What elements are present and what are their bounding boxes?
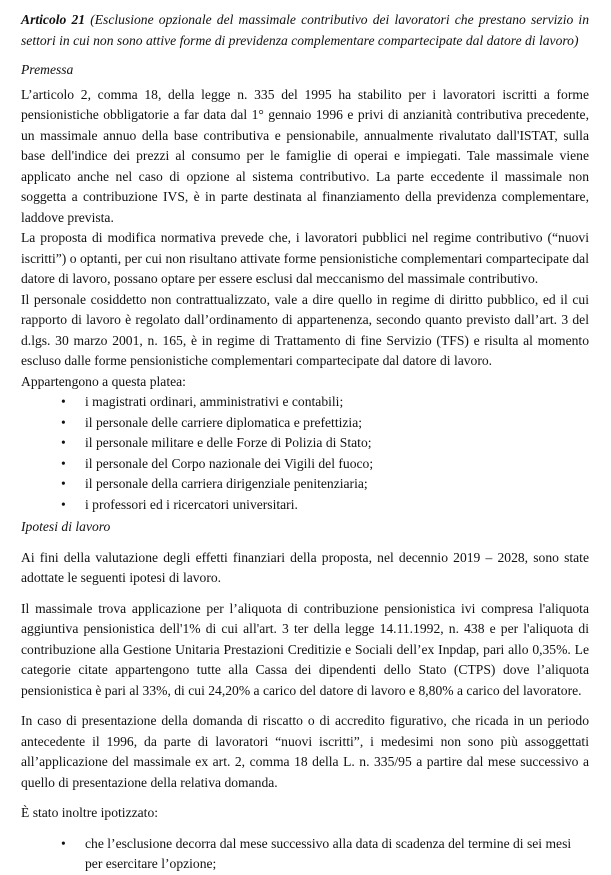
list-item: • il personale del Corpo nazionale dei Vigili del fuoco; xyxy=(61,454,589,475)
premessa-paragraph-2: La proposta di modifica normativa prevede che, i lavoratori pubblici nel regime contributivo (“nuovi iscritti”) o optanti, per cui non risultano attivate forme pensionistiche complementari compartecipate dal datore di lavoro, possano optare per essere esclusi dal meccanismo del massimale contributivo. xyxy=(21,230,589,286)
bullet-icon: • xyxy=(61,835,66,851)
bullet-icon: • xyxy=(61,394,66,409)
article-heading xyxy=(21,10,589,51)
list-item: • i magistrati ordinari, amministrativi e contabili; xyxy=(61,392,589,413)
bullet-icon: • xyxy=(61,435,66,450)
ipotesi-paragraph-1: Ai fini della valutazione degli effetti finanziari della proposta, nel decennio 2019 – 2028, sono state adottate le seguenti ipotesi di lavoro. xyxy=(21,549,589,585)
list-item: • i professori ed i ricercatori universitari. xyxy=(61,495,589,516)
bullet-icon: • xyxy=(61,496,66,512)
categories-list xyxy=(21,392,589,515)
ipotesi-paragraph-4: È stato inoltre ipotizzato: xyxy=(21,805,159,820)
ipotesi-title: Ipotesi di lavoro xyxy=(21,519,111,534)
list-item: • il personale delle carriere diplomatica e prefettizia; xyxy=(61,413,589,434)
bullet-icon: • xyxy=(61,455,66,471)
premessa-paragraph-3: Il personale cosiddetto non contrattualizzato, vale a dire quello in regime di diritto pubblico, ed il cui rapporto di lavoro è regolato dall’ordinamento di appartenenza, secondo quanto previsto dall’art. 3 del d.lgs. 30 marzo 2001, n. 165, è in regime di Trattamento di fine Servizio (TFS) e risulta al momento escluso dalle forme pensionistiche complementari compartecipate dal datore di lavoro. xyxy=(21,291,589,368)
article-number: Articolo 21 xyxy=(21,12,86,27)
list-item: • che l’esclusione decorra dal mese successivo alla data di scadenza del termine di sei mesi per esercitare l’opzione; xyxy=(61,835,572,871)
list-item: • il personale militare e delle Forze di Polizia di Stato; xyxy=(61,433,589,454)
article-title: (Esclusione opzionale del massimale contributivo dei lavoratori che prestano servizio in settori in cui non sono attive forme di previdenza complementare compartecipate dal datore di lavoro) xyxy=(21,12,589,48)
bullet-icon: • xyxy=(61,414,66,430)
bullet-icon: • xyxy=(61,476,66,491)
premessa-title: Premessa xyxy=(21,62,74,77)
premessa-paragraph-4: Appartengono a questa platea: xyxy=(21,373,186,389)
ipotesi-paragraph-3: In caso di presentazione della domanda di riscatto o di accredito figurativo, che ricada in un periodo antecedente il 1996, da parte di lavoratori “nuovi iscritti”, i medesimi non sono più assoggettati all’applicazione del massimale ex art. 2, comma 18 della L. n. 335/95 a partire dal mese successivo a quello di presentazione della relativa domanda. xyxy=(21,713,589,790)
document-page xyxy=(21,10,589,875)
premessa-paragraph-1: L’articolo 2, comma 18, della legge n. 335 del 1995 ha stabilito per i lavoratori iscritti a forme pensionistiche obbligatorie a far data dal 1° gennaio 1996 e privi di anzianità contributiva precedente, un massimale annuo della base contributiva e pensionabile, annualmente rivalutato dall'ISTAT, sulla base dell'indice dei prezzi al consumo per le famiglie di operai e impiegati. Tale massimale viene applicato anche nel caso di opzione al sistema contributivo. La parte eccedente il massimale non soggetta a contribuzione IVS, è in parte destinata al finanziamento della previdenza complementare, laddove prevista. xyxy=(21,86,589,225)
hypotheses-list xyxy=(21,834,589,875)
list-item: • il personale della carriera dirigenziale penitenziaria; xyxy=(61,474,589,495)
ipotesi-paragraph-2: Il massimale trova applicazione per l’aliquota di contribuzione pensionistica ivi compresa l'aliquota aggiuntiva pensionistica dell'1% di cui all'art. 3 ter della legge 14.11.1992, n. 438 e per l'aliquota di contribuzione alla Gestione Unitaria Prestazioni Creditizie e Sociali dell’ex Inpdap, pari allo 0,35%. Le categorie citate appartengono tutte alla Cassa dei dipendenti dello Stato (CTPS) dove l’aliquota pensionistica è pari al 33%, di cui 24,20% a carico del datore di lavoro e 8,80% a carico del lavoratore. xyxy=(21,600,589,698)
